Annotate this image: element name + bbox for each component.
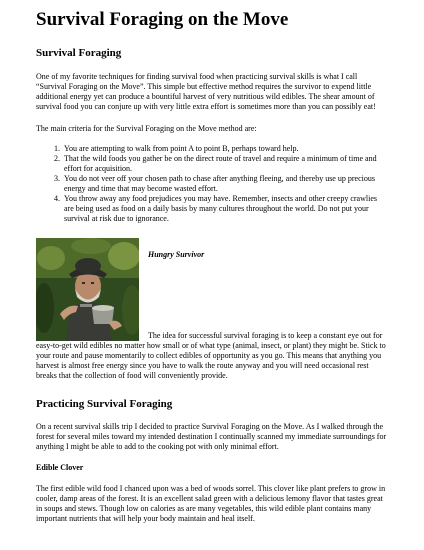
practicing-paragraph: On a recent survival skills trip I decided to practice Survival Foraging on the Move. As I walked through the forest for several miles toward my intended destination I continually scanned my immediate surroundings for anything I might be able to add to the cooking pot with only minimal effort. <box>36 422 387 451</box>
section-heading-survival-foraging: Survival Foraging <box>36 47 122 59</box>
section-heading-edible-clover: Edible Clover <box>36 463 84 472</box>
foraging-idea-paragraph: The idea for successful survival foraging is to keep a constant eye out for easy-to-get wild edibles no matter how small or of what type (animal, insect, or plant) they might be. Stick to your route and pause momentarily to collect edibles of opportunity as you go. This means that anything you harvest is almost free energy since you have to walk the route anyway and you will need occasional rest breaks that the collection of food will conveniently provide. <box>36 331 386 380</box>
hungry-survivor-photo <box>36 238 139 341</box>
section-heading-practicing: Practicing Survival Foraging <box>36 398 173 410</box>
criteria-list <box>36 144 388 224</box>
criteria-item: 1. You are attempting to walk from point A to point B, perhaps toward help. <box>62 144 388 154</box>
photo-figure <box>36 237 388 381</box>
intro-paragraph: One of my favorite techniques for finding survival food when practicing survival skills is what I call “Survival Foraging on the Move”. This simple but effective method requires the survivor to expend little additional energy yet can produce a bountiful harvest of very nutritious wild edibles. The shear amount of survival food you can conjure up with very little extra effort is sometimes more than you can possibly eat! <box>36 72 376 111</box>
photo-caption: Hungry Survivor <box>148 250 205 259</box>
criteria-item: 2. That the wild foods you gather be on the direct route of travel and require a minimum of time and effort for acquisition. <box>62 154 388 174</box>
criteria-item: 4. You throw away any food prejudices you may have. Remember, insects and other creepy crawlies are being used as food on a daily basis by many cultures throughout the world. Do not put your survival at risk due to ignorance. <box>62 194 388 224</box>
edible-clover-paragraph: The first edible wild food I chanced upon was a bed of woods sorrel. This clover like plant prefers to grow in cooler, damp areas of the forest. It is an excellent salad green with a delicious lemony flavor that tastes great in soups and stews. Though low on calories as are many vegetables, this wild edible plant contains many important nutrients that will help your body maintain and heal itself. <box>36 484 386 523</box>
criteria-intro-paragraph: The main criteria for the Survival Foraging on the Move method are: <box>36 124 257 133</box>
criteria-item: 3. You do not veer off your chosen path to chase after anything fleeing, and thereby use up precious energy and time that may become wasted effort. <box>62 174 388 194</box>
page-title: Survival Foraging on the Move <box>36 9 289 30</box>
